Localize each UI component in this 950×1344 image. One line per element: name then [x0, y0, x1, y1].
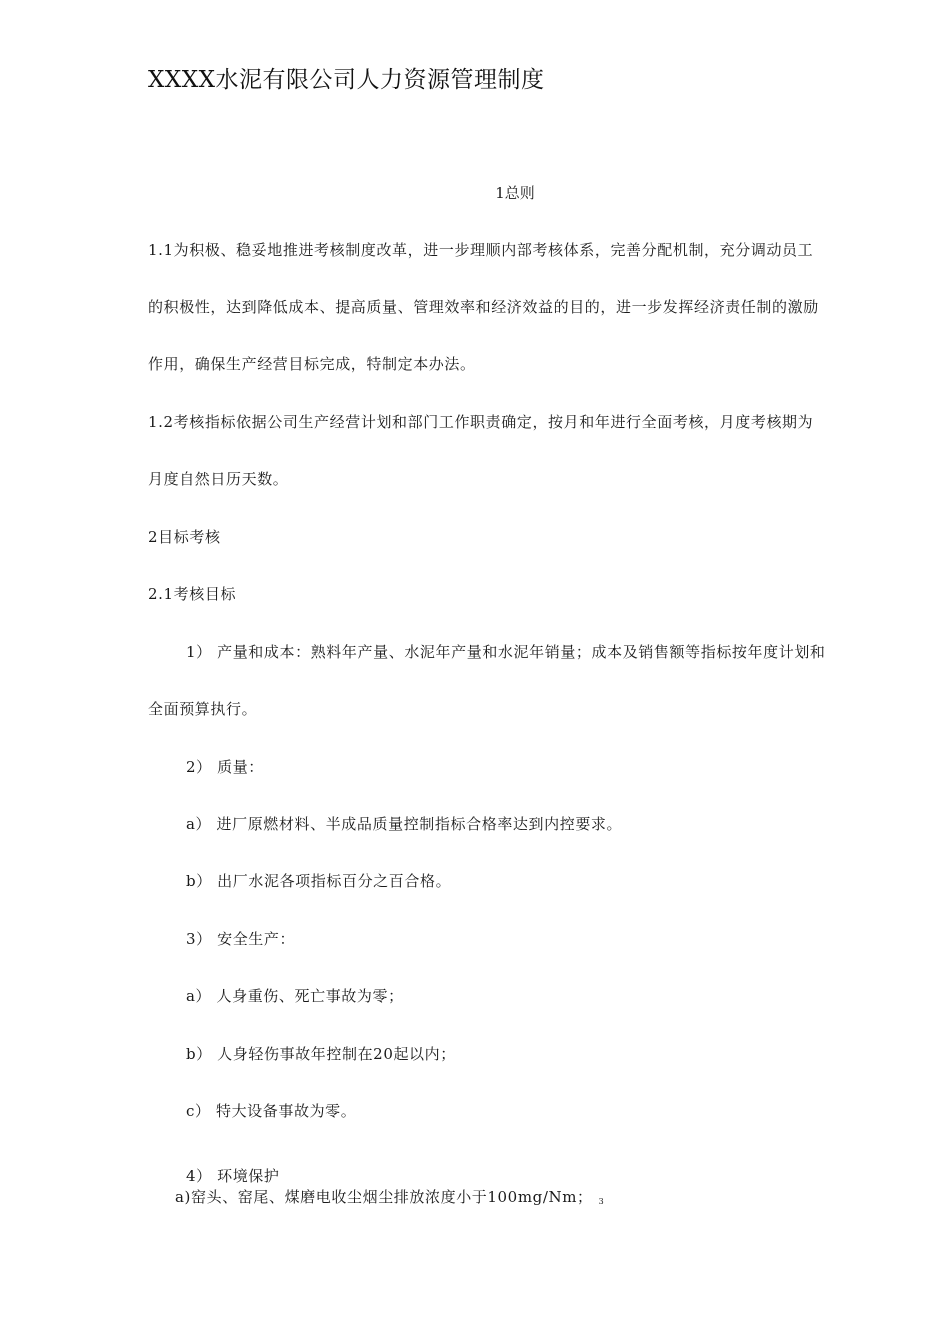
list-subitem-quality-b: b） 出厂水泥各项指标百分之百合格。: [186, 872, 452, 890]
superscript-3: 3: [598, 1197, 605, 1206]
environment-a-text: a)窑头、窑尾、煤磨电收尘烟尘排放浓度小于100mg/Nm；: [175, 1188, 593, 1206]
section-heading-general: 1总则: [495, 184, 535, 202]
list-item-environment: 4） 环境保护: [186, 1167, 280, 1185]
document-title: XXXX水泥有限公司人力资源管理制度: [148, 67, 545, 93]
list-item-quality: 2） 质量：: [186, 758, 264, 776]
list-item-output-cost-line-2: 全面预算执行。: [148, 700, 258, 718]
subsection-heading-assessment-targets: 2.1考核目标: [148, 585, 237, 603]
list-item-output-cost-line-1: 1） 产量和成本：熟料年产量、水泥年产量和水泥年销量；成本及销售额等指标按年度计划和: [186, 643, 826, 661]
section-heading-target-assessment: 2目标考核: [148, 528, 221, 546]
paragraph-1-2-line-1: 1.2考核指标依据公司生产经营计划和部门工作职责确定，按月和年进行全面考核，月度考核期为: [148, 413, 814, 431]
paragraph-1-1-line-3: 作用，确保生产经营目标完成，特制定本办法。: [148, 355, 476, 373]
paragraph-1-1-line-1: 1.1为积极、稳妥地推进考核制度改革，进一步理顺内部考核体系，完善分配机制，充分调动员工: [148, 241, 814, 259]
paragraph-1-1-line-2: 的积极性，达到降低成本、提高质量、管理效率和经济效益的目的，进一步发挥经济责任制的激励: [148, 298, 819, 316]
paragraph-1-2-line-2: 月度自然日历天数。: [148, 470, 289, 488]
list-subitem-safety-b: b） 人身轻伤事故年控制在20起以内；: [186, 1045, 456, 1063]
list-item-safety: 3） 安全生产：: [186, 930, 296, 948]
list-subitem-safety-a: a） 人身重伤、死亡事故为零；: [186, 987, 404, 1005]
list-subitem-safety-c: c） 特大设备事故为零。: [186, 1102, 357, 1120]
list-subitem-quality-a: a） 进厂原燃材料、半成品质量控制指标合格率达到内控要求。: [186, 815, 623, 833]
list-subitem-environment-a: [175, 1187, 604, 1212]
